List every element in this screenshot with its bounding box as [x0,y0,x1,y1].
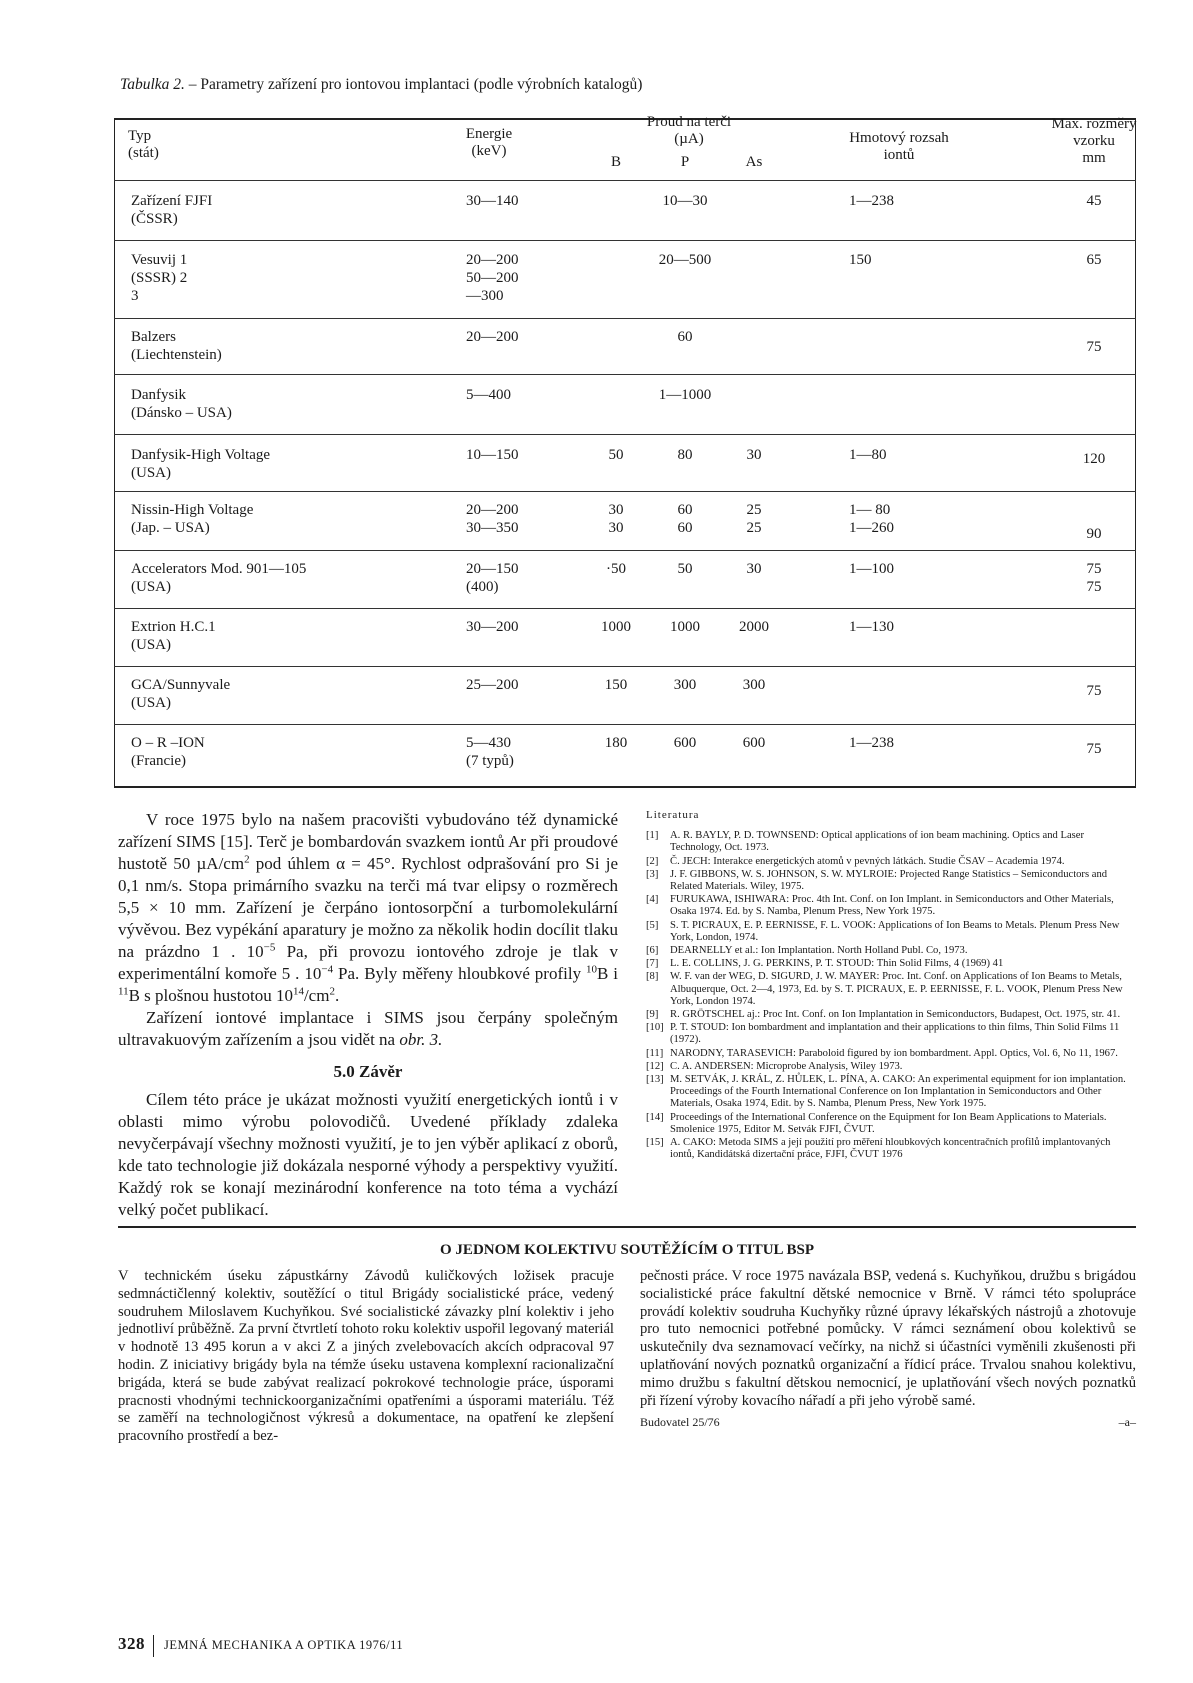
body-text: Pa, při provozu iontového zdroje je tlak v experimentální komoře 5 . 10 [118,942,618,983]
body-paragraph [118,809,618,1007]
reference-number: [10] [646,1022,664,1034]
header-rule [114,180,1136,181]
cell-p: 60 60 [677,502,693,536]
cell-energy: 10—150 [466,447,519,463]
body-text: Pa. Byly měřeny hloubkové profily [333,964,587,983]
row-rule [114,550,1136,551]
literature-list [646,809,1136,1162]
cell-energy: 20—200 30—350 [466,502,519,536]
article-column-left [118,1268,614,1446]
reference-number: [9] [646,1009,659,1021]
cell-energy: 30—140 [466,193,519,209]
footer-divider [153,1635,154,1657]
cell-energy: 25—200 [466,677,519,693]
cell-p: 50 [677,561,693,577]
literature-heading: Literatura [646,809,700,821]
cell-as: 30 [746,561,762,577]
cell-p: 1000 [670,619,700,635]
reference-text: P. T. STOUD: Ion bombardment and implantation and their applications to thin films, Thin Solid Films 11 (1972). [670,1022,1120,1046]
body-column [118,809,618,1221]
cell-energy: 30—200 [466,619,519,635]
reference-item [646,894,1136,918]
cell-mass: 1— 80 1—260 [849,502,894,536]
cell-b: 180 [604,735,628,751]
reference-text: M. SETVÁK, J. KRÁL, Z. HŮLEK, L. PÍNA, A. CAKO: An experimental equipment for ion implantation. Proceedings of the Fourth International Conference on Ion Implantation in Semiconductors and Other Materials, Osaka 1974, Edit. by S. Namba, Plenum Press, New York 1975. [670,1074,1126,1110]
reference-item [646,958,1136,970]
row-rule [114,724,1136,725]
body-text: B s plošnou hustotou 10 [128,986,293,1005]
header-type: Typ (stát) [128,128,159,161]
cell-as: 25 25 [746,502,762,536]
cell-type: GCA/Sunnyvale (USA) [131,677,231,711]
table-caption-label: Tabulka 2. [120,76,185,93]
reference-number: [7] [646,958,659,970]
reference-number: [2] [646,855,659,867]
body-paragraph: Cílem této práce je ukázat možnosti využití energetických iontů i v oblasti mimo výrobu polovodičů. Uvedené příklady zdaleka nevyčerpávají všechny možnosti využití, je to jen výběr aplikací z oborů, kde tato technologie již dokázala nesporné výhody a perspektivy využití. Každý rok se konají mezinárodní konference na toto téma a vychází velký počet publikací. [118,1090,618,1219]
cell-p: 600 [673,735,697,751]
reference-number: [14] [646,1111,664,1123]
reference-number: [1] [646,830,659,842]
journal-name: JEMNÁ MECHANIKA A OPTIKA 1976/11 [164,1638,404,1652]
page-footer [118,1634,403,1657]
header-max-size: Max. rozměry vzorku mm [1051,116,1137,166]
reference-item [646,945,1136,957]
row-rule [114,318,1136,319]
superscript: −5 [263,941,276,954]
header-mass-range: Hmotový rozsah iontů [849,130,949,163]
cell-energy: 5—400 [466,387,511,403]
cell-type: O – R –ION (Francie) [131,735,205,769]
cell-type: Nissin-High Voltage (Jap. – USA) [131,502,254,536]
table-bottom-rule [114,786,1136,788]
cell-p: 300 [673,677,697,693]
cell-max: 75 [1086,741,1102,757]
cell-max: 75 [1086,683,1102,699]
superscript: 11 [118,985,129,998]
table-right-rule [1135,118,1136,788]
reference-text: R. GRÖTSCHEL aj.: Proc Int. Conf. on Ion Implantation in Semiconductors, Budapest, Oct. 1975, str. 41. [670,1009,1121,1021]
reference-text: NARODNY, TARASEVICH: Paraboloid figured by ion bombardment. Appl. Optics, Vol. 6, No 11, 1967. [670,1047,1118,1059]
cell-type: Zařízení FJFI (ČSSR) [131,193,213,227]
body-text: pod úhlem α = 45°. Rychlost odprašování pro Si je 0,1 nm/s. Stopa primárního svazku na terči má tvar elipsy o rozměrech 5,5 × 10 mm. Zařízení je čerpáno iontosorpční a turbomolekulární vývěvou. Bez vypékání aparatury je možno za několik hodin docílit tlaku na prázdno 1 . 10 [118,854,619,961]
cell-type: Extrion H.C.1 (USA) [131,619,216,653]
reference-item [646,1048,1136,1060]
reference-item [646,1009,1136,1021]
table-left-rule [114,118,115,788]
body-paragraph [118,1007,618,1051]
reference-number: [8] [646,971,659,983]
reference-number: [13] [646,1074,664,1086]
superscript: 2 [329,985,335,998]
page-number: 328 [118,1634,145,1653]
cell-max: 90 [1086,526,1102,542]
cell-b: 50 [608,447,624,463]
article-source: Budovatel 25/76 [640,1415,720,1430]
section-heading: 5.0 Závěr [333,1062,403,1081]
reference-text: A. R. BAYLY, P. D. TOWNSEND: Optical applications of ion beam machining. Optics and Laser Technology, Oct. 1973. [670,830,1085,854]
cell-max: 75 [1086,339,1102,355]
superscript: 10 [586,963,598,976]
reference-text: J. F. GIBBONS, W. S. JOHNSON, S. W. MYLROIE: Projected Range Statistics – Semiconductors and Related Materials. Wiley, 1975. [670,868,1108,893]
reference-text: Č. JECH: Interakce energetických atomů v pevných látkách. Studie ČSAV – Academia 1974. [670,855,1065,867]
reference-number: [6] [646,945,659,957]
row-rule [114,374,1136,375]
reference-text: A. CAKO: Metoda SIMS a její použití pro měření hloubkových koncentračních profilů implantovaných iontů, Kandidátská dizertační práce, FJFI, ČVUT 1976 [670,1137,1111,1161]
article-column-right [640,1268,1136,1432]
cell-as: 30 [746,447,762,463]
section-divider [118,1226,1136,1228]
cell-b: 30 30 [608,502,624,536]
superscript: 2 [244,853,250,866]
row-rule [114,240,1136,241]
header-as: As [745,154,763,170]
reference-number: [3] [646,868,659,880]
superscript: −4 [321,963,334,976]
reference-item [646,1137,1136,1161]
article-signature [640,1414,1136,1432]
reference-text: W. F. van der WEG, D. SIGURD, J. W. MAYER: Proc. Int. Conf. on Applications of Ion Beams to Metals, Albuquerque, Oct. 2—4, 1973, Ed. by S. T. PICRAUX, E. P. EERNISSE, F. L. VOOK, Plenum Press New York, London 1974. [670,971,1123,1007]
row-rule [114,491,1136,492]
cell-type: Accelerators Mod. 901—105 (USA) [131,561,307,595]
article-paragraph: V technickém úseku zápustkárny Závodů kuličkových ložisek pracuje sedmnáctičlenný kolektiv, soutěžící o titul Brigády socialistické práce, vedený soudruhem Miloslavem Kuchyňkou. Své socialistické závazky plní kolektiv i jeho jednotliví průběžně. Za první čtvrtletí tohoto roku kolektiv uspořil legovaný materiál v hodnotě 13 495 korun a v akci Z a jiných zvelebovacích akcích odpracoval 97 hodin. Z iniciativy brigády byla na témže úseku ustavena komplexní racionalizační brigáda, která se bude zabývat realizací pokrokové technologie práce, úsporami pracnosti vhodnými technickoorganizačními opatřeními a úsporami materiálu. Též se zaměří na technologičnost výkresů a dokumentace, na opatření ke zlepšení pracovního prostředí a bez- [118,1268,614,1445]
reference-number: [15] [646,1137,664,1149]
body-text: . [334,986,340,1005]
reference-item [646,830,1136,854]
parameters-table [114,114,1137,788]
cell-max: 120 [1082,451,1106,467]
table-caption-text: – Parametry zařízení pro iontovou implantaci (podle výrobních katalogů) [184,76,643,93]
cell-p: 20—500 [658,252,712,268]
body-text: V roce 1975 bylo na našem pracovišti vybudováno též dynamické zařízení SIMS [15]. Terč je bombardován svazkem iontů Ar při proudové hustotě 50 µA/cm [118,810,618,873]
header-b: B [610,154,621,170]
cell-as: 2000 [739,619,769,635]
header-p: P [680,154,690,170]
reference-item [646,971,1136,1008]
reference-number: [4] [646,894,659,906]
reference-item [646,1074,1136,1111]
reference-number: [11] [646,1047,664,1059]
cell-energy: 20—150 (400) [466,561,519,595]
reference-item [646,920,1136,944]
reference-item [646,1022,1136,1046]
row-rule [114,666,1136,667]
superscript: 14 [292,985,304,998]
cell-as: 300 [742,677,766,693]
figure-reference: obr. 3. [399,1030,443,1049]
cell-type: Danfysik-High Voltage (USA) [131,447,271,481]
cell-b: 1000 [601,619,631,635]
cell-mass: 150 [849,252,872,268]
reference-item [646,856,1136,868]
header-energy: Energie (keV) [465,126,513,159]
reference-item [646,869,1136,893]
reference-number: [5] [646,919,659,931]
cell-max: 45 [1086,193,1102,209]
cell-type: Vesuvij 1 (SSSR) 2 3 [131,252,188,304]
reference-text: Proceedings of the International Conference on the Equipment for Ion Beam Applications to Materials. Smolenice 1975, Editor M. Setvák FJFI, ČVUT. [670,1111,1107,1135]
cell-max: 65 [1086,252,1102,268]
article-paragraph: pečnosti práce. V roce 1975 navázala BSP, vedená s. Kuchyňkou, družbu s brigádou socialistické práce fakultní dětské nemocnice v Brně. V rámci této spolupráce provádí kolektiv soudruha Kuchyňky různé úpravy lékařských nástrojů a zhotovuje pro tuto nemocnici potřebné pomůcky. V rámci seznámení obou kolektivů se uskutečnily dva seznamovací večírky, na nichž si účastníci vyměnili zkušenosti při uplatňování nových poznatků organizační a řídicí práce. Trvalou snahou kolektivu, mimo družbu s fakultní dětskou nemocnicí, je uplatňování všech nových poznatků při řízení výroby kovacího nářadí a při jeho výrobě samé. [640,1268,1136,1409]
reference-text: C. A. ANDERSEN: Microprobe Analysis, Wiley 1973. [670,1060,903,1072]
cell-p: 60 [677,329,693,345]
cell-p: 80 [677,447,693,463]
body-text: B i [597,964,619,983]
cell-as: 600 [742,735,766,751]
reference-text: FURUKAWA, ISHIWARA: Proc. 4th Int. Conf. on Ion Implant. in Semiconductors and Other Materials, Osaka 1974. Ed. by S. Namba, Plenum Press, New York 1975. [670,894,1114,918]
cell-energy: 20—200 50—200 —300 [466,252,519,304]
row-rule [114,608,1136,609]
reference-text: DEARNELLY et al.: Ion Implantation. North Holland Publ. Co, 1973. [670,945,968,957]
cell-energy: 20—200 [466,329,519,345]
cell-mass: 1—130 [849,619,894,635]
reference-item [646,1061,1136,1073]
body-text: Zařízení iontové implantace i SIMS jsou čerpány společným ultravakuovým zařízením a jsou vidět na [118,1008,618,1049]
article-author-sign: –a– [1118,1415,1136,1430]
cell-type: Danfysik (Dánsko – USA) [131,387,232,421]
cell-p: 1—1000 [658,387,712,403]
reference-text: L. E. COLLINS, J. G. PERKINS, P. T. STOUD: Thin Solid Films, 4 (1969) 41 [670,958,1004,970]
cell-max: 75 75 [1086,561,1102,595]
cell-mass: 1—100 [849,561,894,577]
article-title: O JEDNOM KOLEKTIVU SOUTĚŽÍCÍM O TITUL BSP [440,1242,814,1258]
cell-mass: 1—80 [849,447,887,463]
cell-mass: 1—238 [849,193,894,209]
row-rule [114,434,1136,435]
header-current: Proud na terči (µA) [646,114,732,147]
reference-number: [12] [646,1060,664,1072]
reference-item [646,1112,1136,1136]
reference-text: S. T. PICRAUX, E. P. EERNISSE, F. L. VOOK: Applications of Ion Beams to Metals. Plenum Press New York, London, 1974. [670,919,1120,943]
table-caption [120,76,642,94]
cell-p: 10—30 [662,193,708,209]
cell-b: ·50 [606,561,626,577]
body-text: /cm [303,986,330,1005]
cell-type: Balzers (Liechtenstein) [131,329,222,363]
cell-energy: 5—430 (7 typů) [466,735,514,769]
cell-b: 150 [604,677,628,693]
cell-mass: 1—238 [849,735,894,751]
